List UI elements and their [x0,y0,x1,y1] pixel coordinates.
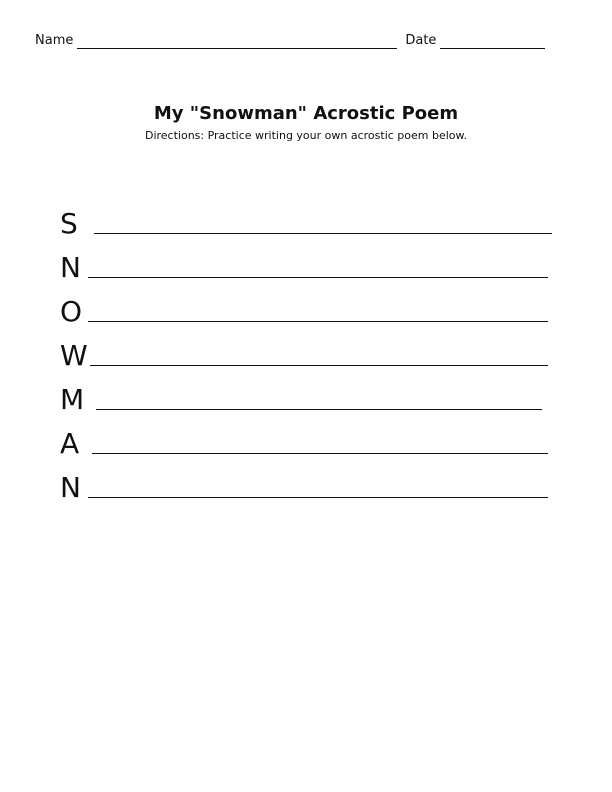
poem-letter: A [60,427,80,460]
writing-line[interactable] [88,320,548,322]
poem-line [60,415,552,459]
poem-letter: O [60,295,83,328]
writing-line[interactable] [88,496,548,498]
date-label: Date [405,33,437,48]
name-label: Name [35,33,74,48]
date-field[interactable] [440,36,545,49]
acrostic-poem [60,195,552,503]
poem-letter: W [60,339,88,372]
poem-line [60,459,552,503]
poem-letter: N [60,471,81,504]
name-field[interactable] [77,36,397,49]
poem-line [60,371,552,415]
page-title: My "Snowman" Acrostic Poem [153,103,459,124]
poem-line [60,327,552,371]
writing-line[interactable] [92,452,548,454]
poem-line [60,239,552,283]
poem-letter: S [60,207,78,240]
writing-line[interactable] [94,232,552,234]
writing-line[interactable] [88,276,548,278]
poem-letter: M [60,383,85,416]
poem-letter: N [60,251,81,284]
header [35,33,550,49]
writing-line[interactable] [96,408,542,410]
poem-line [60,195,552,239]
writing-line[interactable] [90,364,548,366]
poem-line [60,283,552,327]
directions-text: Directions: Practice writing your own acrostic poem below. [144,129,468,142]
